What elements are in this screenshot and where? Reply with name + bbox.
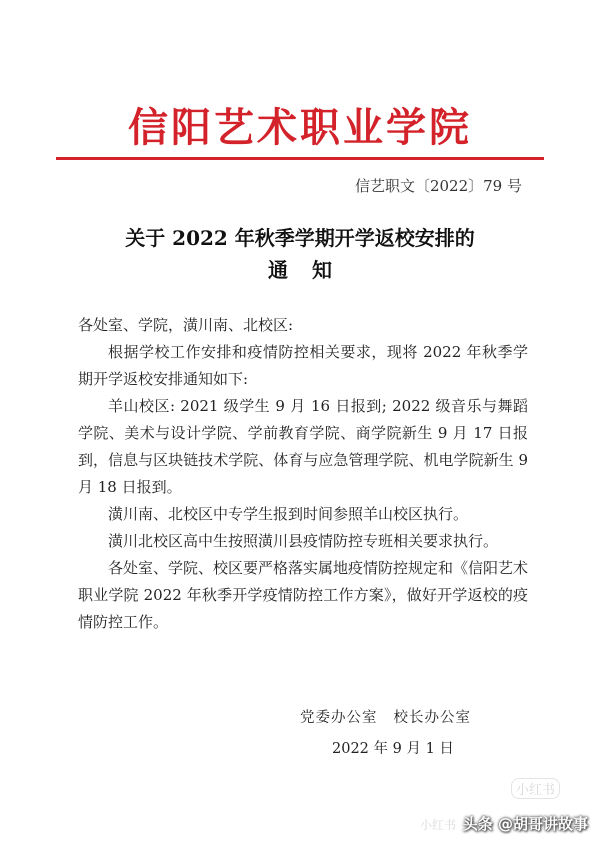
body-paragraph: 潢川北校区高中生按照潢川县疫情防控专班相关要求执行。 [108, 532, 499, 550]
body-paragraph: 潢川南、北校区中专学生报到时间参照羊山校区执行。 [108, 505, 469, 523]
salutation: 各处室、学院，潢川南、北校区: [78, 316, 294, 334]
signature-office-party: 党委办公室 [300, 710, 378, 726]
signature-date: 2022 年 9 月 1 日 [332, 741, 454, 757]
title-line-2: 通知 [268, 258, 356, 282]
signature-office-president: 校长办公室 [393, 710, 471, 726]
footer-watermark: 头条 @胡哥讲故事 [462, 815, 588, 833]
notice-body [78, 312, 528, 636]
notice-title [0, 222, 600, 286]
body-paragraph: 羊山校区: 2021 级学生 9 月 16 日报到; 2022 级音乐与舞蹈学院、美术与设计学院、学前教育学院、商学院新生 9 月 17 日报到，信息与区块链技术学院、体育与应急管理学院、机电学院新生 9 月 18 日报到。 [78, 397, 528, 496]
signature-offices [300, 706, 471, 727]
body-paragraph: 各处室、学院、校区要严格落实属地疫情防控规定和《信阳艺术职业学院 2022 年秋季开学疫情防控工作方案》，做好开学返校的疫情防控工作。 [78, 559, 529, 631]
faint-watermark-tag: 小红书 [511, 778, 560, 799]
body-paragraph: 根据学校工作安排和疫情防控相关要求，现将 2022 年秋季学期开学返校安排通知如下: [78, 343, 528, 388]
institution-masthead: 信阳艺术职业学院 [128, 105, 472, 151]
document-number: 信艺职文〔2022〕79 号 [354, 177, 522, 195]
title-line-1: 关于 2022 年秋季学期开学返校安排的 [125, 226, 475, 250]
faint-watermark-text: 小红书 [420, 818, 457, 832]
red-divider-line [56, 157, 544, 160]
